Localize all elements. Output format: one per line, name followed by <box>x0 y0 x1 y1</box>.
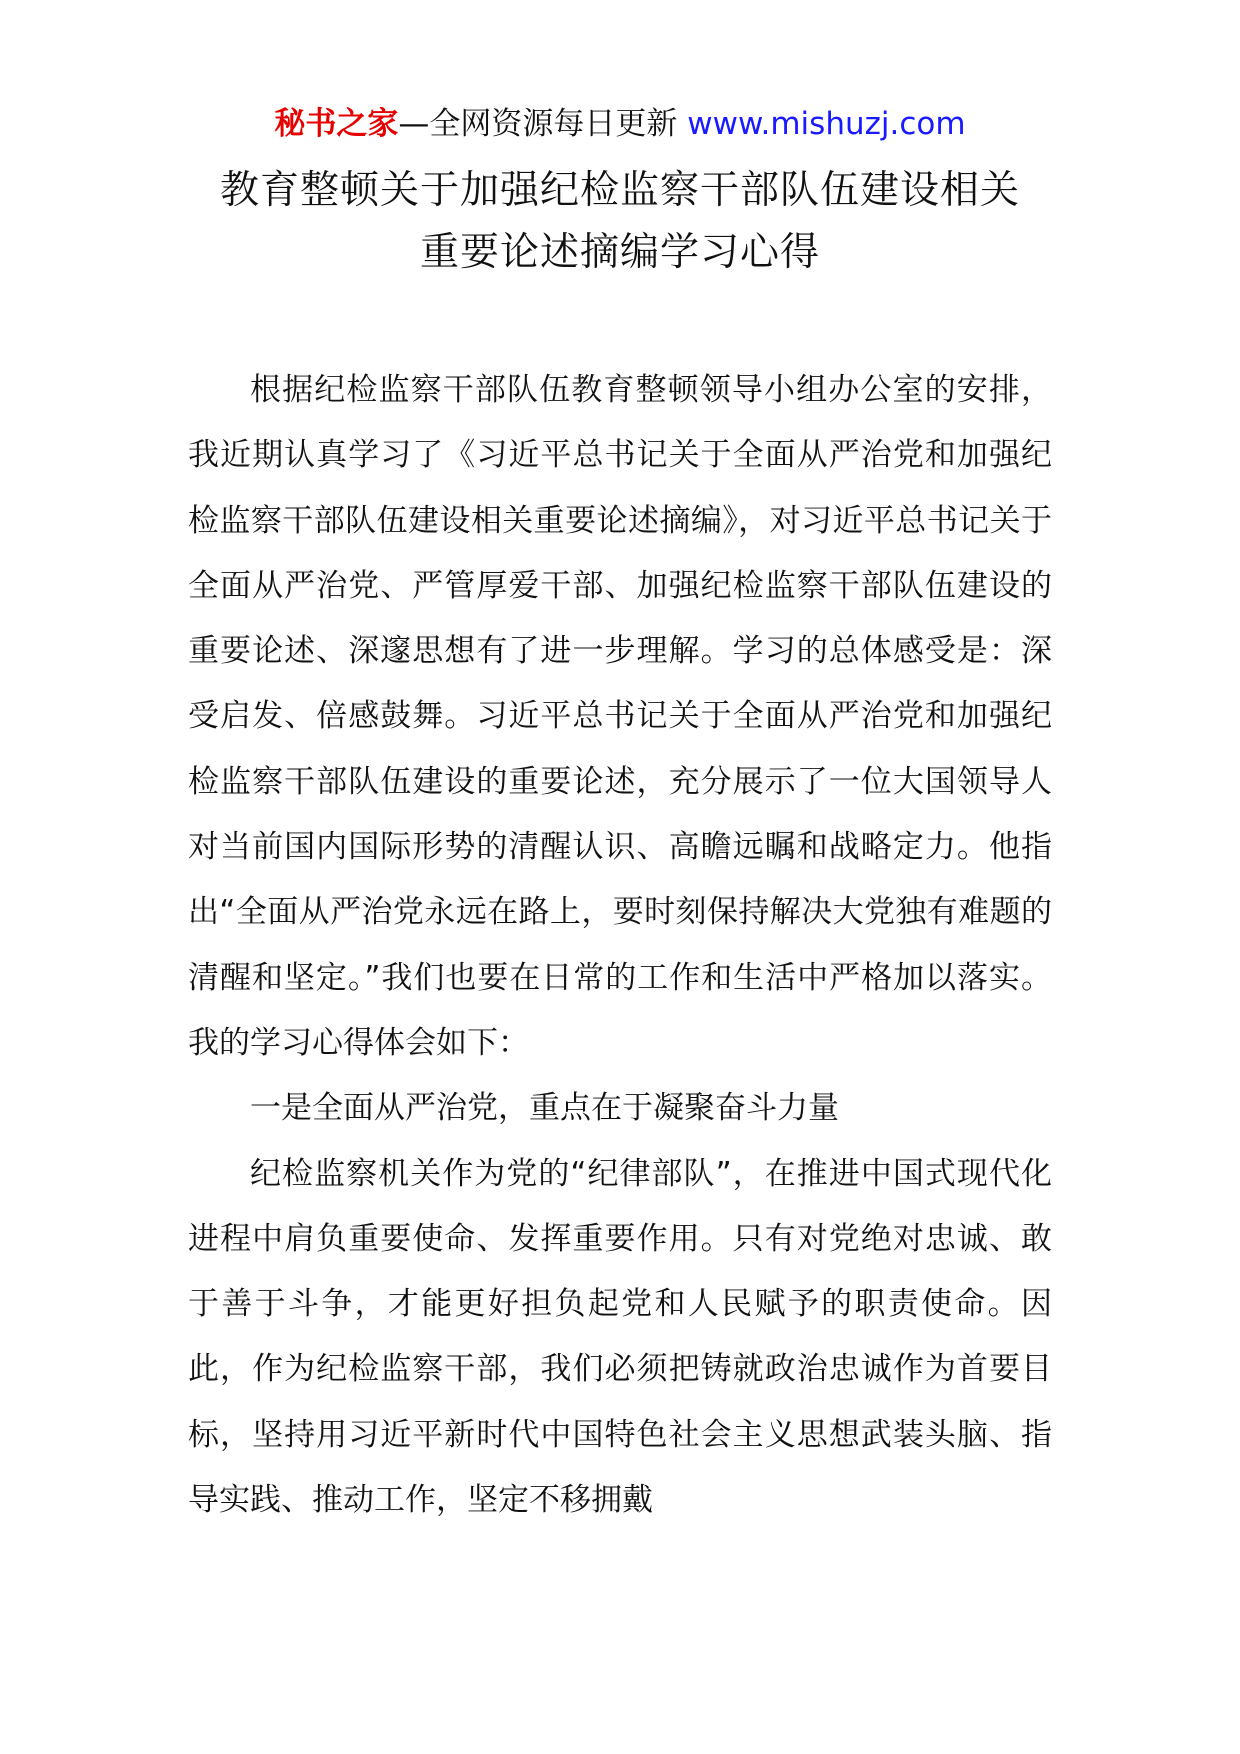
section-heading-1: 一是全面从严治党，重点在于凝聚奋斗力量 <box>250 1090 839 1127</box>
brand-name: 秘书之家 <box>274 106 399 142</box>
site-url-link[interactable]: www.mishuzj.com <box>687 106 966 142</box>
title-line-1: 教育整顿关于加强纪检监察干部队伍建设相关 <box>219 168 1020 213</box>
document-title <box>0 160 1240 284</box>
body-paragraph-1: 根据纪检监察干部队伍教育整顿领导小组办公室的安排，我近期认真学习了《习近平总书记关于全面从严治党和加强纪检监察干部队伍建设相关重要论述摘编》，对习近平总书记关于全面从严治党、严管厚爱干部、加强纪检监察干部队伍建设的重要论述、深邃思想有了进一步理解。学习的总体感受是：深受启发、倍感鼓舞。习近平总书记关于全面从严治党和加强纪检监察干部队伍建设的重要论述，充分展示了一位大国领导人对当前国内国际形势的清醒认识、高瞻远瞩和战略定力。他指出“全面从严治党永远在路上，要时刻保持解决大党独有难题的清醒和坚定。”我们也要在日常的工作和生活中严格加以落实。我的学习心得体会如下： <box>188 372 1052 1061</box>
site-slogan: —全网资源每日更新 <box>398 106 688 142</box>
document-body <box>188 358 1052 1533</box>
title-line-2: 重要论述摘编学习心得 <box>419 230 820 275</box>
body-paragraph-2: 纪检监察机关作为党的“纪律部队”，在推进中国式现代化进程中肩负重要使命、发挥重要作用。只有对党绝对忠诚、敢于善于斗争，才能更好担负起党和人民赋予的职责使命。因此，作为纪检监察干部，我们必须把铸就政治忠诚作为首要目标，坚持用习近平新时代中国特色社会主义思想武装头脑、指导实践、推动工作，坚定不移拥戴 <box>188 1155 1052 1519</box>
site-banner <box>0 100 1240 148</box>
